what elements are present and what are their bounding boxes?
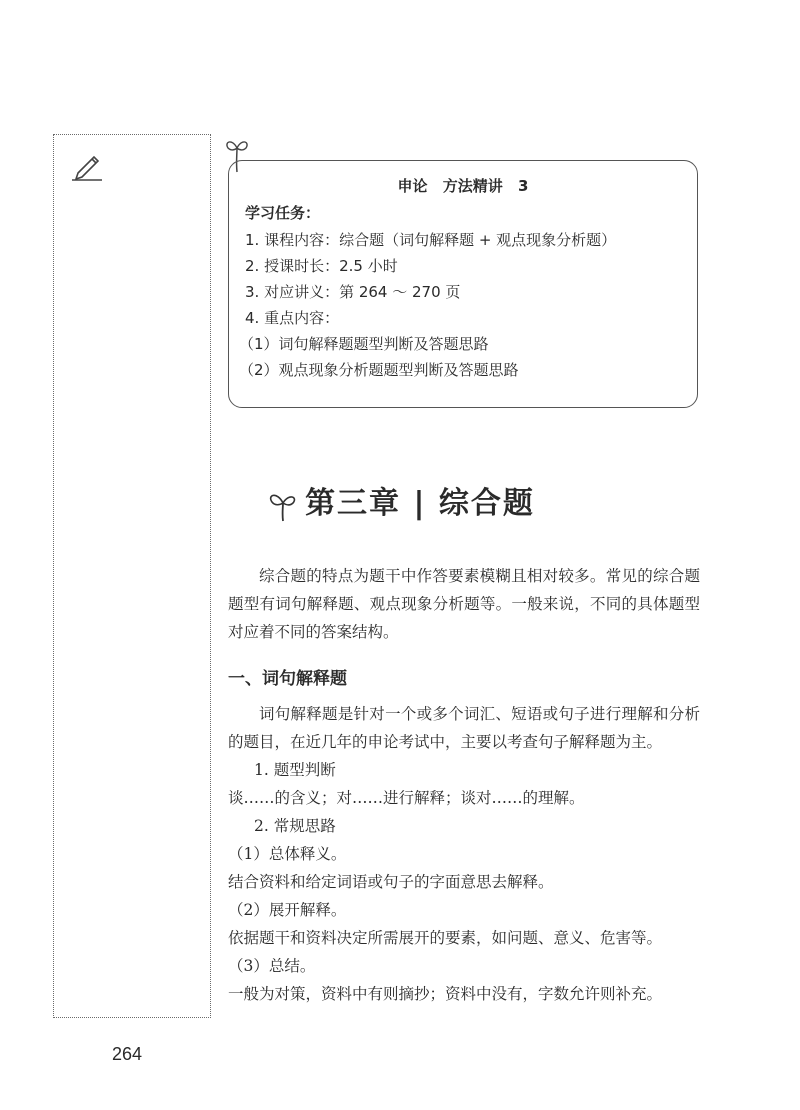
task-item: 2. 授课时长：2.5 小时 bbox=[245, 257, 398, 275]
sprout-icon bbox=[265, 487, 301, 523]
section1-paragraph: 词句解释题是针对一个或多个词汇、短语或句子进行理解和分析的题目，在近几年的申论考试中，主要以考查句子解释题为主。 bbox=[228, 705, 700, 751]
body-line: 谈……的含义；对……进行解释；谈对……的理解。 bbox=[228, 789, 585, 807]
section-heading: 一、词句解释题 bbox=[228, 669, 347, 689]
task-label: 学习任务： bbox=[245, 204, 321, 222]
task-item: 1. 课程内容：综合题（词句解释题 + 观点现象分析题） bbox=[245, 231, 617, 249]
learning-task-box bbox=[228, 160, 698, 408]
body-line: （2）展开解释。 bbox=[228, 901, 347, 919]
box-title: 申论 方法精讲 3 bbox=[397, 177, 529, 195]
task-subitem: （2）观点现象分析题题型判断及答题思路 bbox=[239, 361, 519, 379]
chapter-title-text: 第三章 | 综合题 bbox=[305, 486, 535, 521]
body-line: 2. 常规思路 bbox=[254, 817, 336, 835]
pencil-icon bbox=[70, 151, 104, 181]
task-item: 3. 对应讲义：第 264 ～ 270 页 bbox=[245, 283, 461, 301]
section1-body bbox=[228, 700, 700, 1008]
body-line: （1）总体释义。 bbox=[228, 845, 347, 863]
task-subitem: （1）词句解释题题型判断及答题思路 bbox=[239, 335, 489, 353]
notes-column bbox=[53, 134, 211, 1018]
body-line: 结合资料和给定词语或句子的字面意思去解释。 bbox=[228, 873, 554, 891]
intro-block bbox=[228, 562, 700, 646]
body-line: 一般为对策，资料中有则摘抄；资料中没有，字数允许则补充。 bbox=[228, 985, 663, 1003]
intro-paragraph: 综合题的特点为题干中作答要素模糊且相对较多。常见的综合题题型有词句解释题、观点现象分析题等。一般来说，不同的具体题型对应着不同的答案结构。 bbox=[228, 567, 700, 641]
body-line: （3）总结。 bbox=[228, 957, 316, 975]
page-number: 264 bbox=[112, 1044, 143, 1064]
body-line: 1. 题型判断 bbox=[254, 761, 336, 779]
body-line: 依据题干和资料决定所需展开的要素，如问题、意义、危害等。 bbox=[228, 929, 663, 947]
chapter-title bbox=[0, 478, 800, 523]
task-item: 4. 重点内容： bbox=[245, 309, 340, 327]
